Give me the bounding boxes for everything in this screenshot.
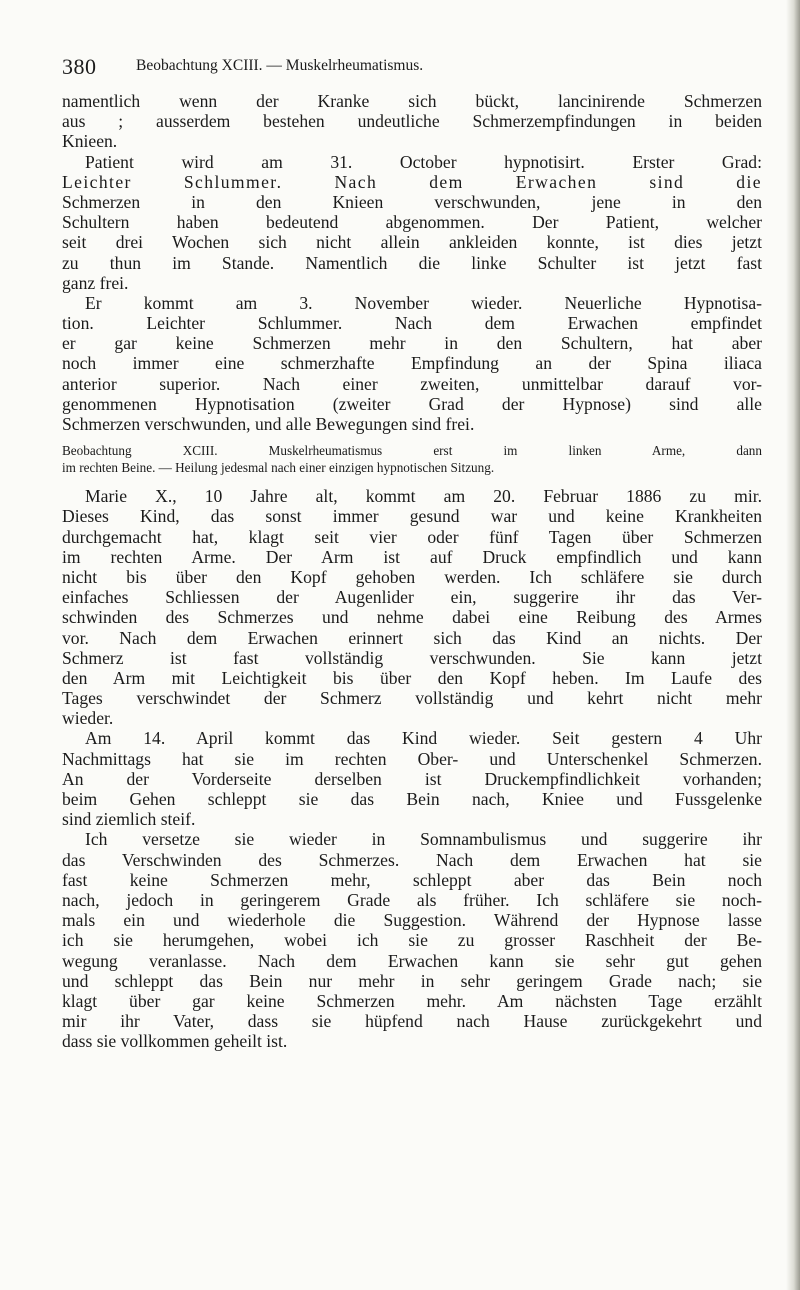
text-line: sind ziemlich steif. bbox=[62, 809, 196, 830]
running-head: Beobachtung XCIII. — Muskelrheumatismus. bbox=[136, 57, 424, 74]
body-text bbox=[62, 91, 762, 1051]
text-line: Nachmittags hat sie im rechten Ober- und Unterschenkel Schmerzen. bbox=[62, 748, 762, 769]
text-line: vor. Nach dem Erwachen erinnert sich das Kind an nichts. Der bbox=[62, 627, 762, 648]
text-line: ich sie herumgehen, wobei ich sie zu grosser Raschheit der Be- bbox=[62, 930, 762, 951]
text-line: schwinden des Schmerzes und nehme dabei eine Reibung des Armes bbox=[62, 607, 762, 628]
page-number: 380 bbox=[62, 54, 97, 79]
text-line: Patient wird am 31. October hypnotisirt. Erster Grad: bbox=[85, 151, 762, 172]
text-line: zu thun im Stande. Namentlich die linke Schulter ist jetzt fast bbox=[62, 252, 762, 273]
text-line: anterior superior. Nach einer zweiten, unmittelbar darauf vor- bbox=[62, 373, 762, 394]
text-line: nach, jedoch in geringerem Grade als früher. Ich schläfere sie noch- bbox=[62, 889, 762, 910]
observation-heading: im rechten Beine. — Heilung jedesmal nach einer einzigen hypnotischen Sitzung. bbox=[62, 460, 495, 476]
text-line: nicht bis über den Kopf gehoben werden. Ich schläfere sie durch bbox=[62, 566, 762, 587]
text-line: Er kommt am 3. November wieder. Neuerliche Hypnotisa- bbox=[85, 292, 762, 313]
text-line: Dieses Kind, das sonst immer gesund war und keine Krankheiten bbox=[62, 506, 762, 527]
text-line: Schmerzen in den Knieen verschwunden, jene in den bbox=[62, 191, 762, 212]
text-line: Schmerz ist fast vollständig verschwunden. Sie kann jetzt bbox=[62, 647, 762, 668]
text-line: im rechten Arme. Der Arm ist auf Druck empfindlich und kann bbox=[62, 546, 762, 567]
text-line: seit drei Wochen sich nicht allein ankleiden konnte, ist dies jetzt bbox=[62, 232, 762, 253]
text-line: das Verschwinden des Schmerzes. Nach dem Erwachen hat sie bbox=[62, 849, 762, 870]
text-line: Ich versetze sie wieder in Somnambulismus und suggerire ihr bbox=[85, 829, 762, 850]
page-header bbox=[62, 54, 762, 84]
text-line: beim Gehen schleppt sie das Bein nach, Kniee und Fussgelenke bbox=[62, 789, 762, 809]
text-line: fast keine Schmerzen mehr, schleppt aber das Bein noch bbox=[62, 869, 762, 890]
text-line: und schleppt das Bein nur mehr in sehr geringem Grade nach; sie bbox=[62, 970, 762, 991]
text-line: genommenen Hypnotisation (zweiter Grad der Hypnose) sind alle bbox=[62, 393, 762, 414]
text-line: mir ihr Vater, dass sie hüpfend nach Hause zurückgekehrt und bbox=[62, 1011, 762, 1032]
text-line: Tages verschwindet der Schmerz vollständig und kehrt nicht mehr bbox=[62, 688, 762, 709]
text-line: wegung veranlasse. Nach dem Erwachen kann sie sehr gut gehen bbox=[62, 950, 762, 971]
text-line: klagt über gar keine Schmerzen mehr. Am nächsten Tage erzählt bbox=[62, 990, 762, 1011]
text-line: einfaches Schliessen der Augenlider ein, suggerire ihr das Ver- bbox=[62, 587, 762, 608]
text-line: durchgemacht hat, klagt seit vier oder fünf Tagen über Schmerzen bbox=[62, 526, 762, 547]
text-line: Schmerzen verschwunden, und alle Bewegungen sind frei. bbox=[62, 414, 475, 434]
text-line: dass sie vollkommen geheilt ist. bbox=[62, 1031, 288, 1052]
text-line: Am 14. April kommt das Kind wieder. Seit gestern 4 Uhr bbox=[85, 728, 762, 749]
text-line: tion. Leichter Schlummer. Nach dem Erwachen empfindet bbox=[62, 313, 762, 334]
text-line: aus ; ausserdem bestehen undeutliche Schmerzempfindungen in beiden bbox=[62, 111, 762, 132]
text-line: er gar keine Schmerzen mehr in den Schultern, hat aber bbox=[62, 333, 762, 354]
text-line: noch immer eine schmerzhafte Empfindung an der Spina iliaca bbox=[62, 353, 762, 374]
page-edge-shadow bbox=[786, 0, 800, 1290]
text-line: Marie X., 10 Jahre alt, kommt am 20. Februar 1886 zu mir. bbox=[85, 486, 762, 507]
text-line: Schultern haben bedeutend abgenommen. Der Patient, welcher bbox=[62, 212, 762, 233]
text-line: Knieen. bbox=[62, 131, 118, 152]
text-line: mals ein und wiederhole die Suggestion. Während der Hypnose lasse bbox=[62, 910, 762, 931]
text-line: ganz frei. bbox=[62, 272, 129, 293]
text-line: An der Vorderseite derselben ist Druckempfindlichkeit vorhanden; bbox=[62, 768, 762, 789]
text-line: Leichter Schlummer. Nach dem Erwachen sind die bbox=[62, 171, 762, 192]
observation-heading: Beobachtung XCIII. Muskelrheumatismus erst im linken Arme, dann bbox=[62, 443, 762, 459]
text-line: namentlich wenn der Kranke sich bückt, lancinirende Schmerzen bbox=[62, 91, 762, 111]
text-line: wieder. bbox=[62, 708, 114, 729]
text-line: den Arm mit Leichtigkeit bis über den Kopf heben. Im Laufe des bbox=[62, 667, 762, 688]
